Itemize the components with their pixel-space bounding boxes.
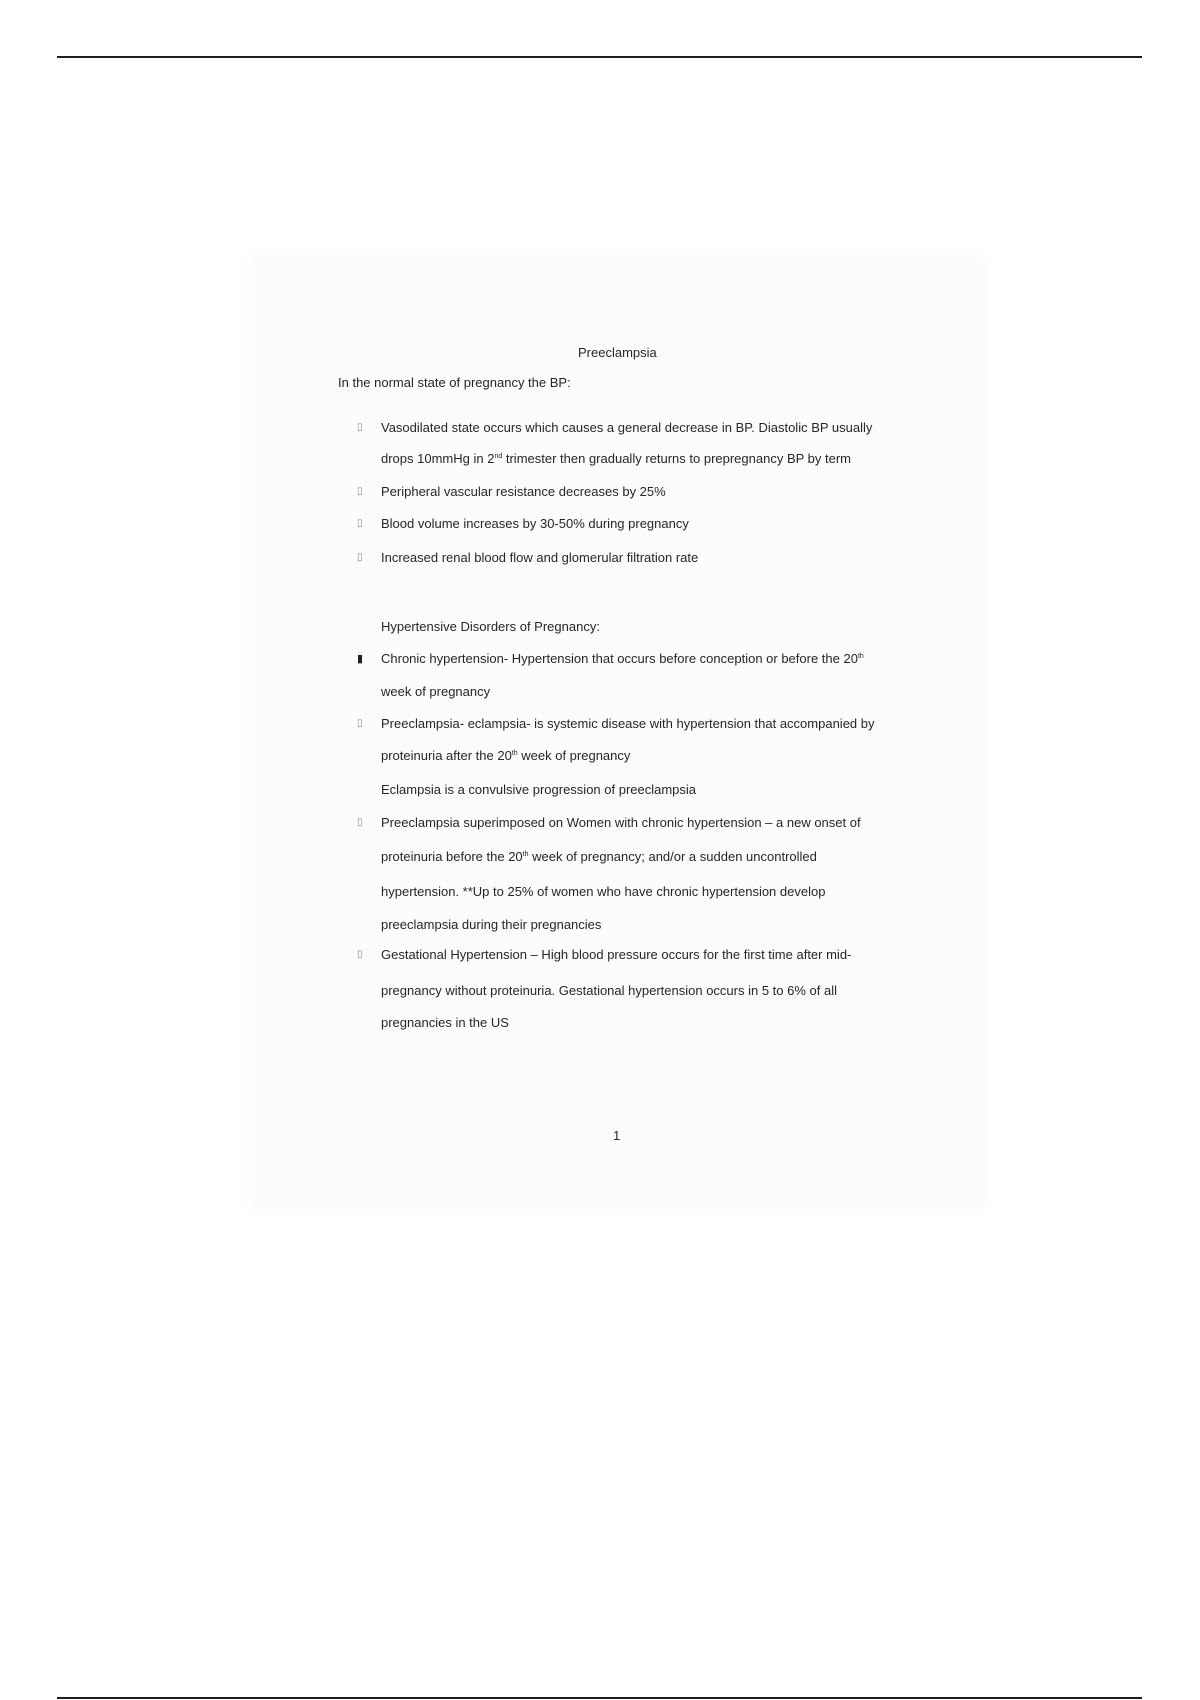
superscript: nd bbox=[494, 453, 503, 460]
list-item: Chronic hypertension- Hypertension that occurs before conception or before the 20th bbox=[381, 651, 864, 666]
list-item: Increased renal blood flow and glomerular filtration rate bbox=[381, 550, 699, 565]
bullet-icon: ▯ bbox=[357, 552, 363, 563]
list-item-continuation: proteinuria before the 20th week of pregnancy; and/or a sudden uncontrolled bbox=[381, 849, 817, 864]
page-title: Preeclampsia bbox=[578, 345, 657, 360]
list-item: Preeclampsia- eclampsia- is systemic disease with hypertension that accompanied by bbox=[381, 716, 875, 731]
bullet-icon: ▯ bbox=[357, 518, 363, 529]
list-item: Blood volume increases by 30-50% during pregnancy bbox=[381, 516, 689, 531]
page-number: 1 bbox=[613, 1128, 621, 1143]
list-item-continuation: preeclampsia during their pregnancies bbox=[381, 917, 602, 932]
list-item-continuation: proteinuria after the 20th week of pregnancy bbox=[381, 748, 631, 763]
bullet-icon: ▮ bbox=[357, 653, 364, 665]
bottom-rule bbox=[57, 1697, 1142, 1699]
bullet-icon: ▯ bbox=[357, 718, 363, 729]
list-item-continuation: drops 10mmHg in 2nd trimester then gradually returns to prepregnancy BP by term bbox=[381, 451, 852, 466]
list-item-continuation: pregnancy without proteinuria. Gestational hypertension occurs in 5 to 6% of all bbox=[381, 983, 837, 998]
section-heading: Hypertensive Disorders of Pregnancy: bbox=[381, 619, 600, 634]
list-item-note: Eclampsia is a convulsive progression of preeclampsia bbox=[381, 782, 697, 797]
list-item: Gestational Hypertension – High blood pressure occurs for the first time after mid- bbox=[381, 947, 852, 962]
superscript: th bbox=[511, 750, 518, 757]
list-item: Peripheral vascular resistance decreases by 25% bbox=[381, 484, 666, 499]
list-item-continuation: pregnancies in the US bbox=[381, 1015, 509, 1030]
bullet-icon: ▯ bbox=[357, 949, 363, 960]
top-rule bbox=[57, 56, 1142, 58]
list-item-continuation: hypertension. **Up to 25% of women who have chronic hypertension develop bbox=[381, 884, 826, 899]
superscript: th bbox=[857, 653, 864, 660]
list-item: Vasodilated state occurs which causes a general decrease in BP. Diastolic BP usually bbox=[381, 420, 873, 435]
bullet-icon: ▯ bbox=[357, 486, 363, 497]
list-item-continuation: week of pregnancy bbox=[381, 684, 491, 699]
intro-text: In the normal state of pregnancy the BP: bbox=[338, 375, 571, 390]
bullet-icon: ▯ bbox=[357, 817, 363, 828]
list-item: Preeclampsia superimposed on Women with chronic hypertension – a new onset of bbox=[381, 815, 861, 830]
bullet-icon: ▯ bbox=[357, 422, 363, 433]
superscript: th bbox=[522, 851, 529, 858]
